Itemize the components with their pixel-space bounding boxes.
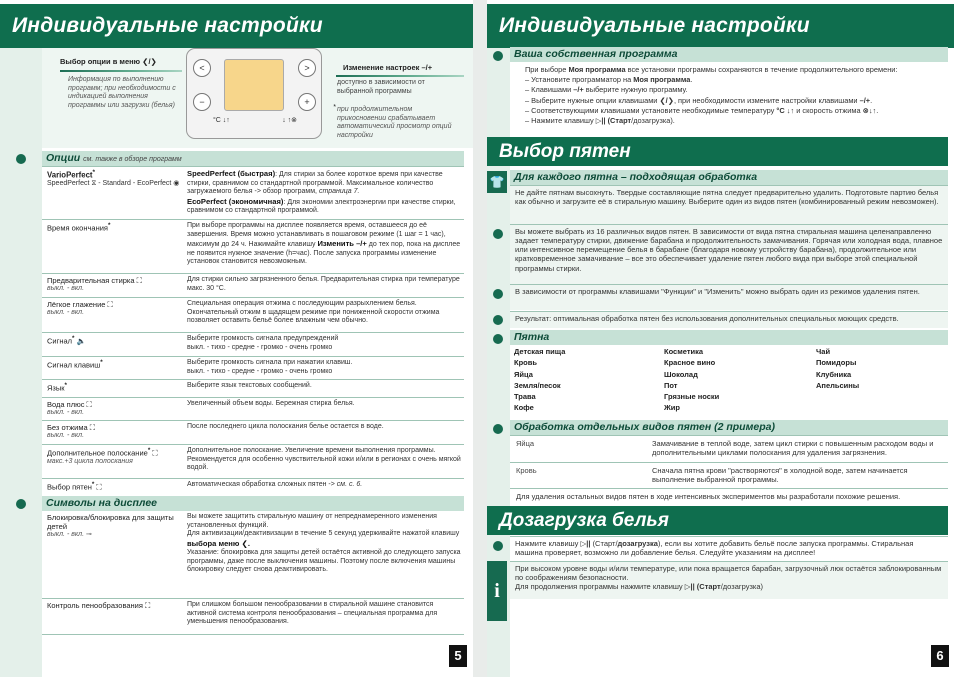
stain-16-text: Вы можете выбрать из 16 различных видов пятен. В зависимости от вида пятна стиральная машина целенаправленно задает температуру стирки, движение барабана и продолжительность замачивания. Горячая или холодная вода, плавное или интенсивное перемещение белья в барабане (благодаря новому устройству барабана), продолжительное или кратковременное замачивание – все это обеспечивает удаление пятен любого вида при выборе этой специальной программы стирки. (510, 224, 948, 284)
list-item: Шоколад (664, 369, 698, 379)
reload-text-1: Нажмите клавишу ▷|| (Старт/дозагрузка), если вы хотите добавить бельё после запуска программы. Стиральная машина проверяет, возможно ли добавление белья. Следуйте указаниям на дисплее! (510, 536, 948, 560)
own-program-text: При выборе Моя программа все установки программы сохраняются в течение продолжительного времени: – Установите программатор на Моя программа. – Клавишами –/+ выберите нужную программу. – Выберите нужные опции клавишами ❮/❯, при необходимости измените настройки клавишами –/+. – Соответствующими клавишами установите необходимые температуру °C ↓↑ и скорость отжима ⊗↓↑. – Нажмите клавишу ▷|| (Старт/дозагрузка). (525, 65, 898, 126)
symbol-row-foam-control (42, 598, 464, 634)
list-item: Помидоры (816, 358, 857, 368)
green-dot-icon (16, 154, 26, 164)
symbol-desc: Вы можете защитить стиральную машину от непреднамеренного изменения установленных функций. Для активизации/деактивизации в течение 5 секунд удерживайте нажатой клавишу выбора меню ❮. Указание: блокировка для защиты детей остаётся активной до следующего запуска программы, даже после выключения машины. Поэтому после включения машины блокировку следует снова деактивировать. (187, 513, 461, 574)
own-program-header: Ваша собственная программа (510, 47, 948, 62)
option-label: Сигнал клавиш (47, 360, 101, 370)
option-label: Лёгкое глажение ⛶ (47, 300, 113, 309)
option-row-language: Язык* Выберите язык текстовых сообщений. (42, 379, 464, 397)
list-item: Клубника (816, 369, 852, 379)
select-divider (60, 70, 182, 72)
stains-list-header: Пятна (510, 330, 948, 345)
page-number: 6 (931, 645, 949, 667)
page-title: Индивидуальные настройки (487, 4, 954, 48)
option-desc: Для стирки сильно загрязненного белья. Предварительная стирка при температуре макс. 30 °C. (187, 276, 460, 292)
option-row-stain-select: Выбор пятен* ⛶ Автоматическая обработка сложных пятен -> см. с. 6. (42, 478, 464, 496)
list-item: Апельсины (816, 380, 860, 390)
display-screen (224, 59, 284, 111)
option-label: Сигнал (47, 336, 73, 346)
list-item: Чай (816, 347, 831, 356)
option-desc: Выберите язык текстовых сообщений. (187, 382, 312, 389)
temperature-icon: °C ↓↑ (213, 117, 230, 124)
option-desc: Увеличенный объем воды. Бережная стирка белья. (187, 400, 355, 407)
options-section-header: Опции см. также в обзоре программ (42, 151, 464, 166)
option-row-no-spin: Без отжима ⛶ выкл. - вкл. После последнего цикла полоскания белье остается в воде. (42, 420, 464, 444)
page-left (0, 0, 473, 677)
shirt-icon: 👕 (487, 171, 507, 193)
green-dot-icon (493, 541, 503, 551)
option-label: Дополнительное полоскание (47, 448, 148, 458)
stain-intro-text: Не дайте пятнам высохнуть. Твердые составляющие пятна следует предварительно удалить. Подготовьте партию белья как обычно и загрузите её в стиральную машину. Выберите один из видов пятен (комбинированный режим невозможен). (510, 185, 948, 224)
select-option-label: Выбор опции в меню ❮/❯ (60, 57, 157, 66)
select-option-desc: Информация по выполнению программ; при необходимости с индикацией выполнения программы или загрузки (белья) (68, 76, 176, 109)
symbol-label: Контроль пенообразования ⛶ (47, 601, 151, 610)
green-dot-icon (493, 229, 503, 239)
option-row-prewash: Предварительная стирка ⛶ выкл. - вкл. Для стирки сильно загрязненного белья. Предварительная стирка при температуре макс. 30 °C. (42, 273, 464, 297)
list-item: Кофе (514, 403, 534, 413)
list-item: Детская пища (514, 347, 566, 356)
note-star: * (333, 104, 336, 111)
list-item: Грязные носки (664, 392, 720, 402)
stain-result-text: Результат: оптимальная обработка пятен без использования дополнительных специальных моющих средств. (510, 311, 948, 328)
option-desc: SpeedPerfect (быстрая): Для стирки за более короткое время при качестве стирки, сравнимом со стандартной программой. Максимальное количество загружаемого белья -> обзор программ, страница 7. EcoPerfect (экономичная): Для экономии электроэнергии при качестве стирки, сравнимом со стандартной программой. (187, 169, 456, 215)
examples-header: Обработка отдельных видов пятен (2 примера) (510, 420, 948, 435)
green-dot-icon (493, 51, 503, 61)
option-desc: Автоматическая обработка сложных пятен -> см. с. 6. (187, 481, 363, 488)
minus-icon: − (193, 93, 211, 111)
symbols-section-header: Символы на дисплее (42, 496, 464, 511)
option-sublabel: SpeedPerfect ⧖ - Standard - EcoPerfect ◉ (47, 180, 180, 188)
list-item: Земля/песок (514, 380, 561, 390)
list-item: Яйца (514, 369, 533, 379)
reload-text-2: При высоком уровне воды и/или температуре, или пока вращается барабан, загрузочный люк остаётся заблокированным по соображениям безопасности. Для продолжения программы нажмите клавишу ▷|| (Старт/дозагрузка) (510, 561, 948, 599)
left-arrow-icon: < (193, 59, 211, 77)
option-label: Выбор пятен (47, 482, 92, 492)
option-row-extra-rinse: Дополнительное полоскание* ⛶ макс.+3 цикла полоскания Дополнительное полоскание. Увеличение времени выполнения программы. Рекомендуется для особенно чувствительной кожи и/или в регионах с очень мягкой водой. (42, 444, 464, 478)
option-row-key-signal: Сигнал клавиш* Выберите громкость сигнала при нажатии клавиш. выкл. - тихо - средне - громко - очень громко (42, 356, 464, 379)
change-divider (336, 75, 464, 77)
option-label: Предварительная стирка ⛶ (47, 276, 142, 285)
list-item: Пот (664, 380, 678, 390)
green-dot-icon (493, 289, 503, 299)
left-band (0, 48, 42, 677)
stains-column-1 (514, 347, 565, 415)
list-item: Жир (664, 403, 680, 413)
stains-list (512, 347, 942, 417)
list-item: Красное вино (664, 358, 716, 368)
option-desc: После последнего цикла полоскания белье остается в воде. (187, 423, 384, 430)
option-desc: Дополнительное полоскание. Увеличение времени выполнения программы. Рекомендуется для особенно чувствительной кожи и/или в регионах с очень мягкой водой. (187, 447, 461, 472)
stains-column-3 (816, 347, 859, 392)
option-row-signal: Сигнал* 🔈 Выберите громкость сигнала предупреждений выкл. - тихо - средне - громко - очень громко (42, 332, 464, 356)
option-row-water-plus: Вода плюс ⛶ выкл. - вкл. Увеличенный объем воды. Бережная стирка белья. (42, 397, 464, 420)
green-dot-icon (493, 424, 503, 434)
option-label: Язык (47, 383, 65, 393)
stain-section-title: Выбор пятен (487, 137, 948, 166)
example-row-blood: Кровь Сначала пятна крови "растворяются" в холодной воде, затем начинается выполнение выбранной программы. (510, 462, 948, 488)
page-number: 5 (449, 645, 467, 667)
info-icon: i (487, 561, 507, 621)
option-label: VarioPerfect (47, 170, 93, 180)
each-stain-header: Для каждого пятна – подходящая обработка (510, 170, 948, 185)
option-row-easy-iron: Лёгкое глажение ⛶ выкл. - вкл. Специальная операция отжима с последующим разрыхлением белья. Окончательный отжим в щадящем режиме при пониженной скорости отжима позволяет оставить бельё более влажным чем обычно. (42, 297, 464, 332)
speaker-icon: 🔈 (74, 336, 86, 346)
green-dot-icon (16, 499, 26, 509)
reload-section-title: Дозагрузка белья (487, 506, 948, 535)
key-icon: выкл. - вкл. ⊸ (47, 531, 92, 539)
option-desc: Специальная операция отжима с последующим разрыхлением белья. Окончательный отжим в щадящем режиме при пониженной скорости отжима позволяет оставить бельё более влажным чем обычно. (187, 300, 440, 325)
right-arrow-icon: > (298, 59, 316, 77)
option-label: Вода плюс ⛶ (47, 400, 92, 409)
option-label: Время окончания (47, 223, 108, 233)
option-label: Без отжима ⛶ (47, 423, 96, 432)
page-gutter (473, 0, 487, 677)
option-row-variocperfect: VarioPerfect* SpeedPerfect ⧖ - Standard - EcoPerfect ◉ SpeedPerfect (быстрая): Для стирки за более короткое время при качестве стирки, сравнимом со стандартной программой. Максимальное количество загружаемого белья -> обзор программ, страница 7. EcoPerfect (экономичная): Для экономии электроэнергии при качестве стирки, сравнимом со стандартной программой. (42, 166, 464, 219)
page-title: Индивидуальные настройки (0, 4, 473, 48)
change-settings-label: Изменение настроек –/+ (343, 63, 433, 72)
option-row-end-time: Время окончания* При выборе программы на дисплее появляется время, оставшееся до её завершения. Время можно устанавливать в пошаговом режиме (1 шаг = 1 час), максимум до 24 ч. Нажимайте клавишу Изменить –/+ до тех пор, пока на дисплее не появится нужное значение (h=час). После запуска программы изменение установок становится невозможным. (42, 219, 464, 273)
panel-bottom-buttons (213, 117, 297, 131)
list-item: Косметика (664, 347, 704, 356)
symbol-row-child-lock (42, 511, 464, 598)
spin-icon: ↓ ↑⊗ (282, 117, 297, 124)
symbol-desc: При слишком большом пенообразовании в стиральной машине становится активной система контроля пенообразования – специальная программа для уменьшения пенообразования. (187, 601, 438, 626)
example-row-eggs: Яйца Замачивание в теплой воде, затем цикл стирки с повышенным расходом воды и дополнительными циклами полоскания для удаления загрязнения. (510, 435, 948, 462)
green-dot-icon (493, 315, 503, 325)
note-text: при продолжительном прикосновении срабатывает автоматический просмотр опций настройки (337, 106, 452, 139)
option-desc: Выберите громкость сигнала при нажатии клавиш. выкл. - тихо - средне - громко - очень громко (187, 359, 353, 375)
option-desc: Выберите громкость сигнала предупреждений выкл. - тихо - средне - громко - очень громко (187, 335, 339, 351)
list-item: Кровь (514, 358, 537, 368)
control-panel-illustration (186, 48, 322, 139)
plus-icon: + (298, 93, 316, 111)
change-settings-desc: доступно в зависимости от выбранной программы (337, 79, 425, 95)
example-other-row: Для удаления остальных видов пятен в ходе интенсивных экспериментов мы разработали похожие решения. (510, 488, 948, 504)
symbol-label: Блокировка/блокировка для защиты детей (47, 513, 174, 532)
stains-column-2 (664, 347, 719, 415)
page-right (487, 0, 954, 677)
table-bottom-rule (42, 634, 464, 635)
option-desc: При выборе программы на дисплее появляется время, оставшееся до её завершения. Время можно устанавливать в пошаговом режиме (1 шаг = 1 час), максимум до 24 ч. Нажимайте клавишу Изменить –/+ до тех пор, пока на дисплее не появится нужное значение (h=час). После запуска программы изменение установок становится невозможным. (187, 222, 461, 266)
stain-function-text: В зависимости от программы клавишами "Функции" и "Изменить" можно выбрать один из режимов удаления пятен. (510, 284, 948, 310)
list-item: Трава (514, 392, 536, 402)
green-dot-icon (493, 334, 503, 344)
